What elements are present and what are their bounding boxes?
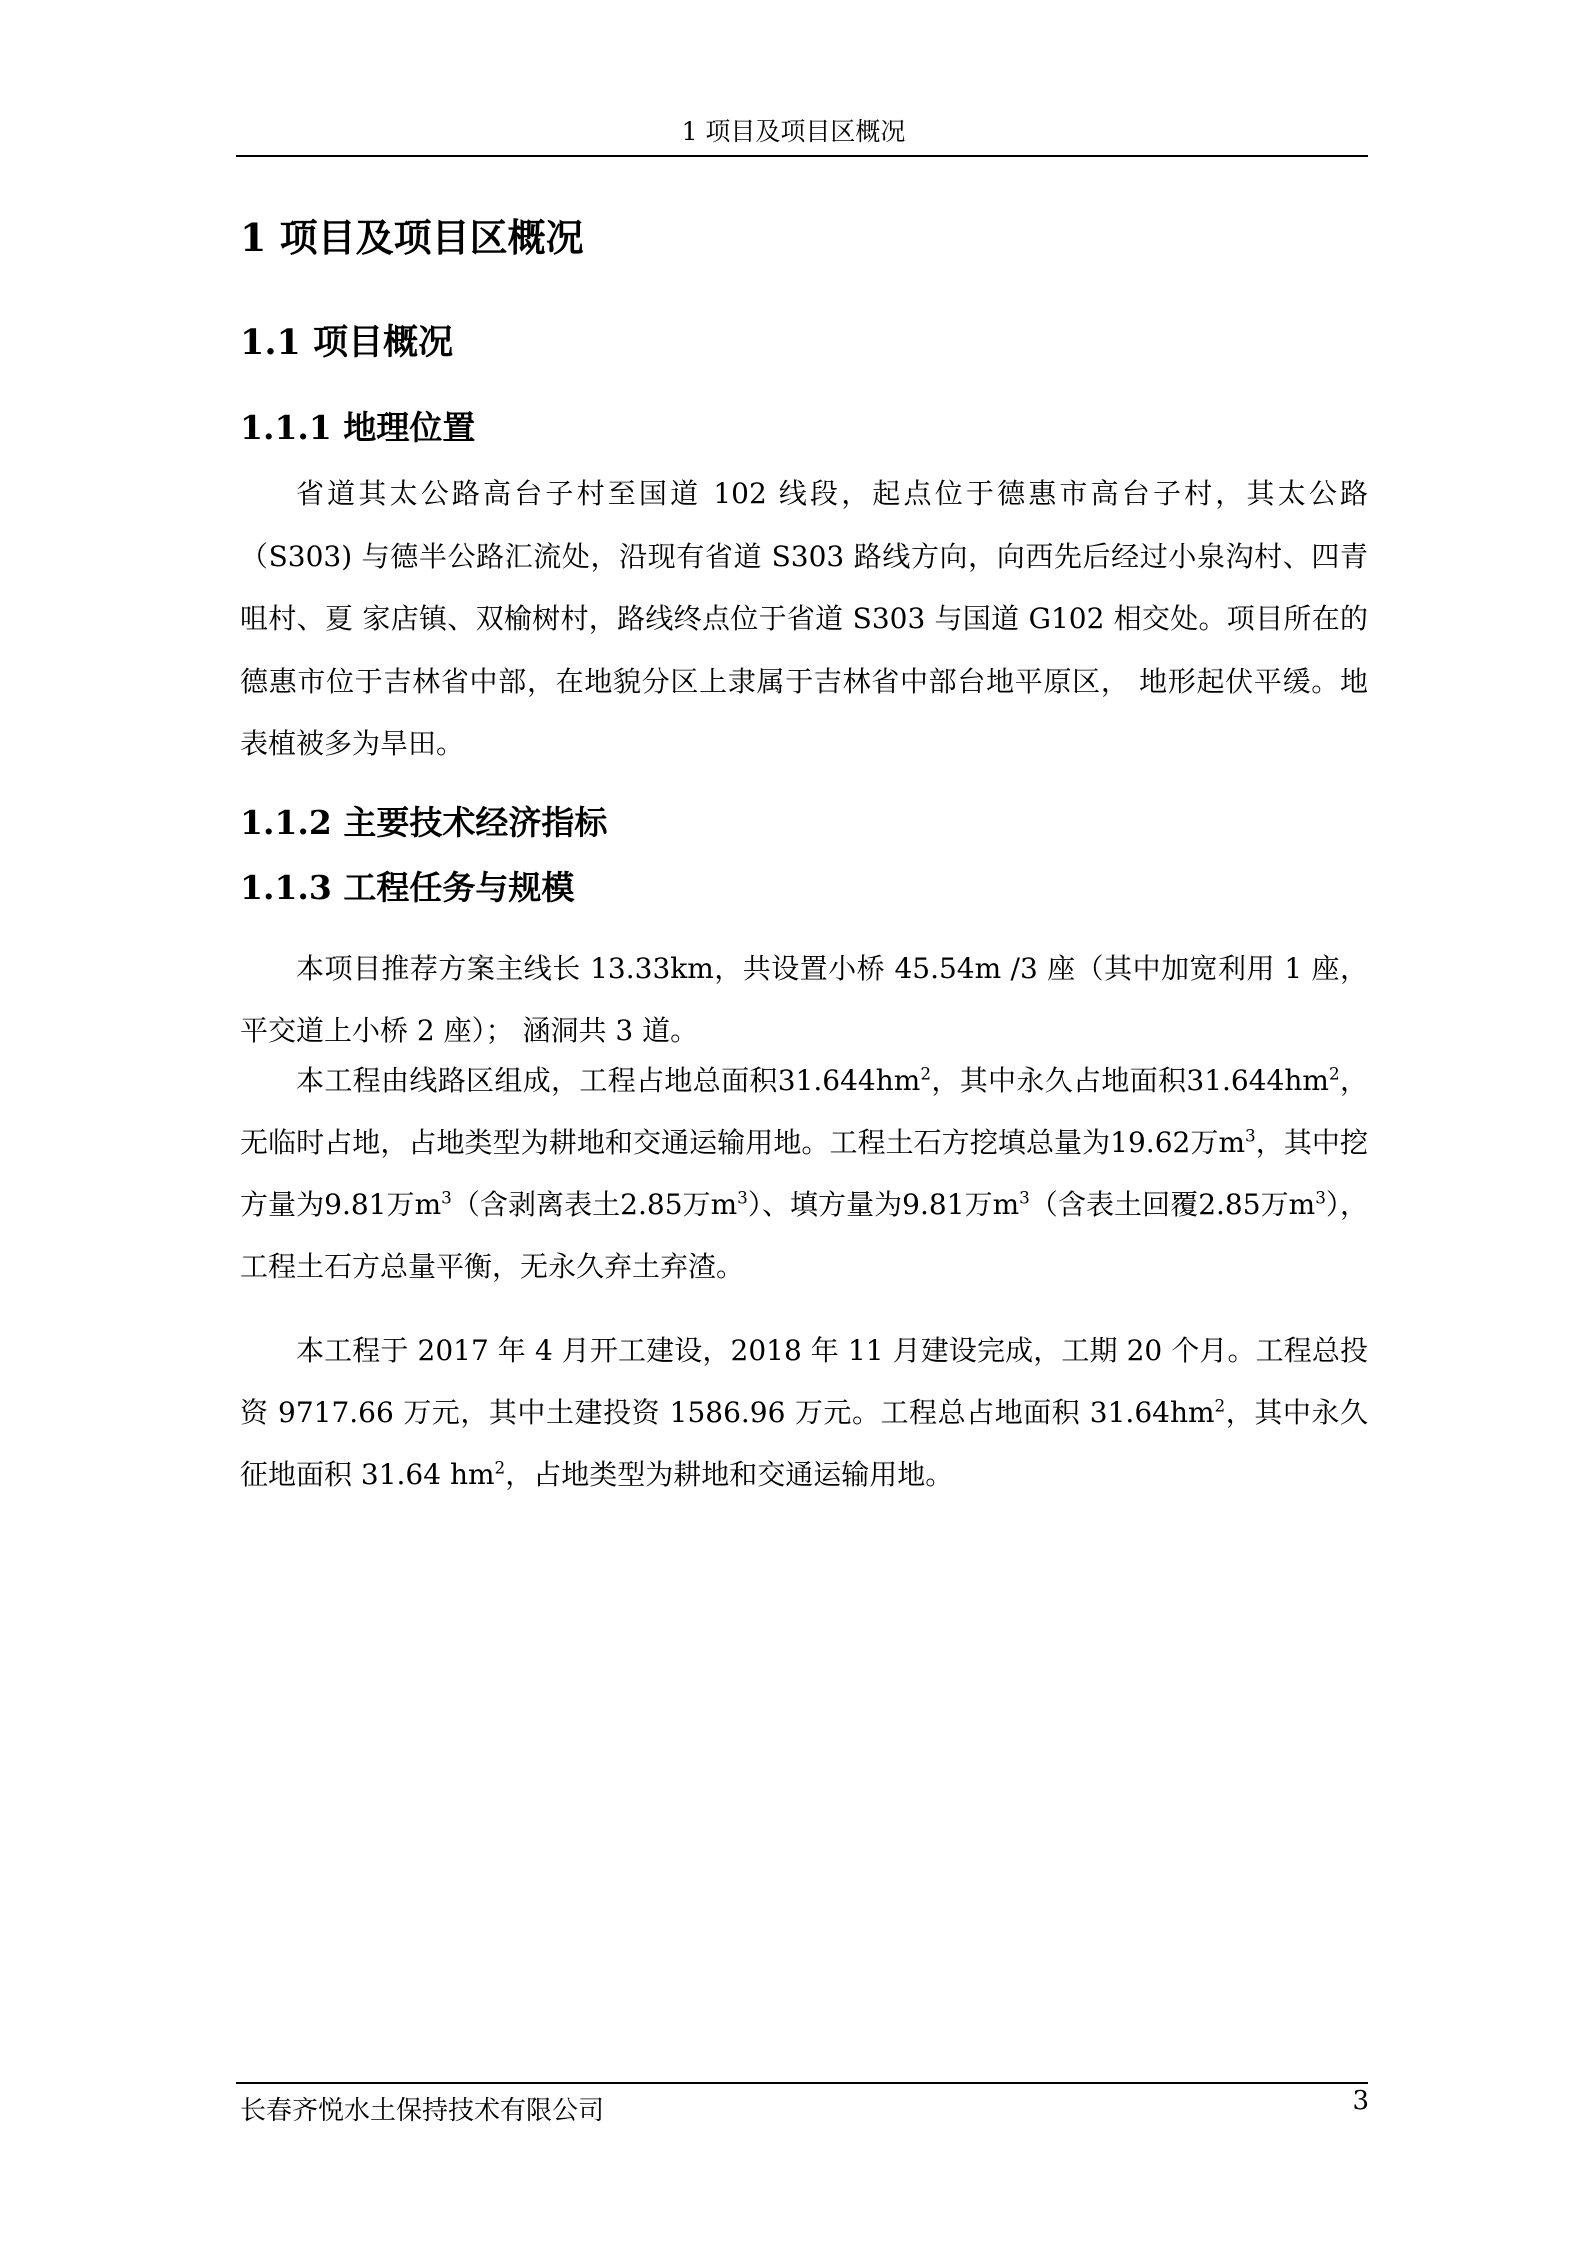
superscript: 3 [1245, 1125, 1256, 1146]
text-run: ，占地类型为耕地和交通运输用地。 [505, 1458, 954, 1491]
text-run: ）、填方量为9.81万m [747, 1188, 1020, 1221]
text-run: ，其中永久占地面积31.644hm [931, 1064, 1329, 1097]
paragraph-land-earthwork [240, 1050, 1368, 1298]
subsection-heading-tasks-scale: 1.1.3 工程任务与规模 [240, 868, 575, 907]
text-run: （含表土回覆2.85万m [1029, 1188, 1316, 1221]
footer-company: 长春齐悦水土保持技术有限公司 [240, 2096, 605, 2126]
text-run: ），工程土石方总量平衡，无永久弃土弃渣。 [240, 1188, 1368, 1283]
subsection-heading-location: 1.1.1 地理位置 [240, 408, 476, 447]
text-run: ，其中永久征地面积 31.64 hm [240, 1396, 1368, 1491]
text-run: 本工程于 2017 年 4 月开工建设，2018 年 11 月建设完成，工期 20 个月。工程总投资 9717.66 万元，其中土建投资 1586.96 万元。工程总占地面积 31.64hm [240, 1334, 1368, 1429]
subsection-heading-indicators: 1.1.2 主要技术经济指标 [240, 803, 608, 842]
superscript: 3 [1019, 1187, 1030, 1208]
text-run: ，其中挖方量为9.81万m [240, 1126, 1368, 1221]
superscript: 2 [1214, 1395, 1226, 1416]
superscript: 3 [1315, 1187, 1326, 1208]
chapter-heading: 1 项目及项目区概况 [240, 215, 584, 260]
page-number: 3 [1352, 2086, 1369, 2116]
running-header: 1 项目及项目区概况 [681, 117, 906, 146]
footer-rule [236, 2082, 1368, 2084]
superscript: 2 [1328, 1063, 1340, 1084]
paragraph-location: 省道其太公路高台子村至国道 102 线段，起点位于德惠市高台子村，其太公路（S303) 与德半公路汇流处，沿现有省道 S303 路线方向，向西先后经过小泉沟村、四青咀村、夏 家店镇、双榆树村，路线终点位于省道 S303 与国道 G102 相交处。项目所在的德惠市位于吉林省中部，在地貌分区上隶属于吉林省中部台地平原区， 地形起伏平缓。地表植被多为旱田。 [240, 477, 1368, 760]
superscript: 2 [920, 1063, 932, 1084]
header-rule [236, 155, 1368, 157]
text-run: （含剥离表土2.85万m [451, 1188, 738, 1221]
superscript: 2 [494, 1457, 506, 1478]
section-heading: 1.1 项目概况 [240, 322, 454, 363]
paragraph-schedule-investment [240, 1320, 1368, 1506]
text-run: 本工程由线路区组成，工程占地总面积31.644hm [296, 1064, 921, 1097]
text-run: ，无临时占地，占地类型为耕地和交通运输用地。工程土石方挖填总量为19.62万m [240, 1064, 1368, 1159]
superscript: 3 [737, 1187, 748, 1208]
superscript: 3 [441, 1187, 452, 1208]
paragraph-scale: 本项目推荐方案主线长 13.33km，共设置小桥 45.54m /3 座（其中加宽利用 1 座， 平交道上小桥 2 座）； 涵洞共 3 道。 [240, 952, 1368, 1047]
